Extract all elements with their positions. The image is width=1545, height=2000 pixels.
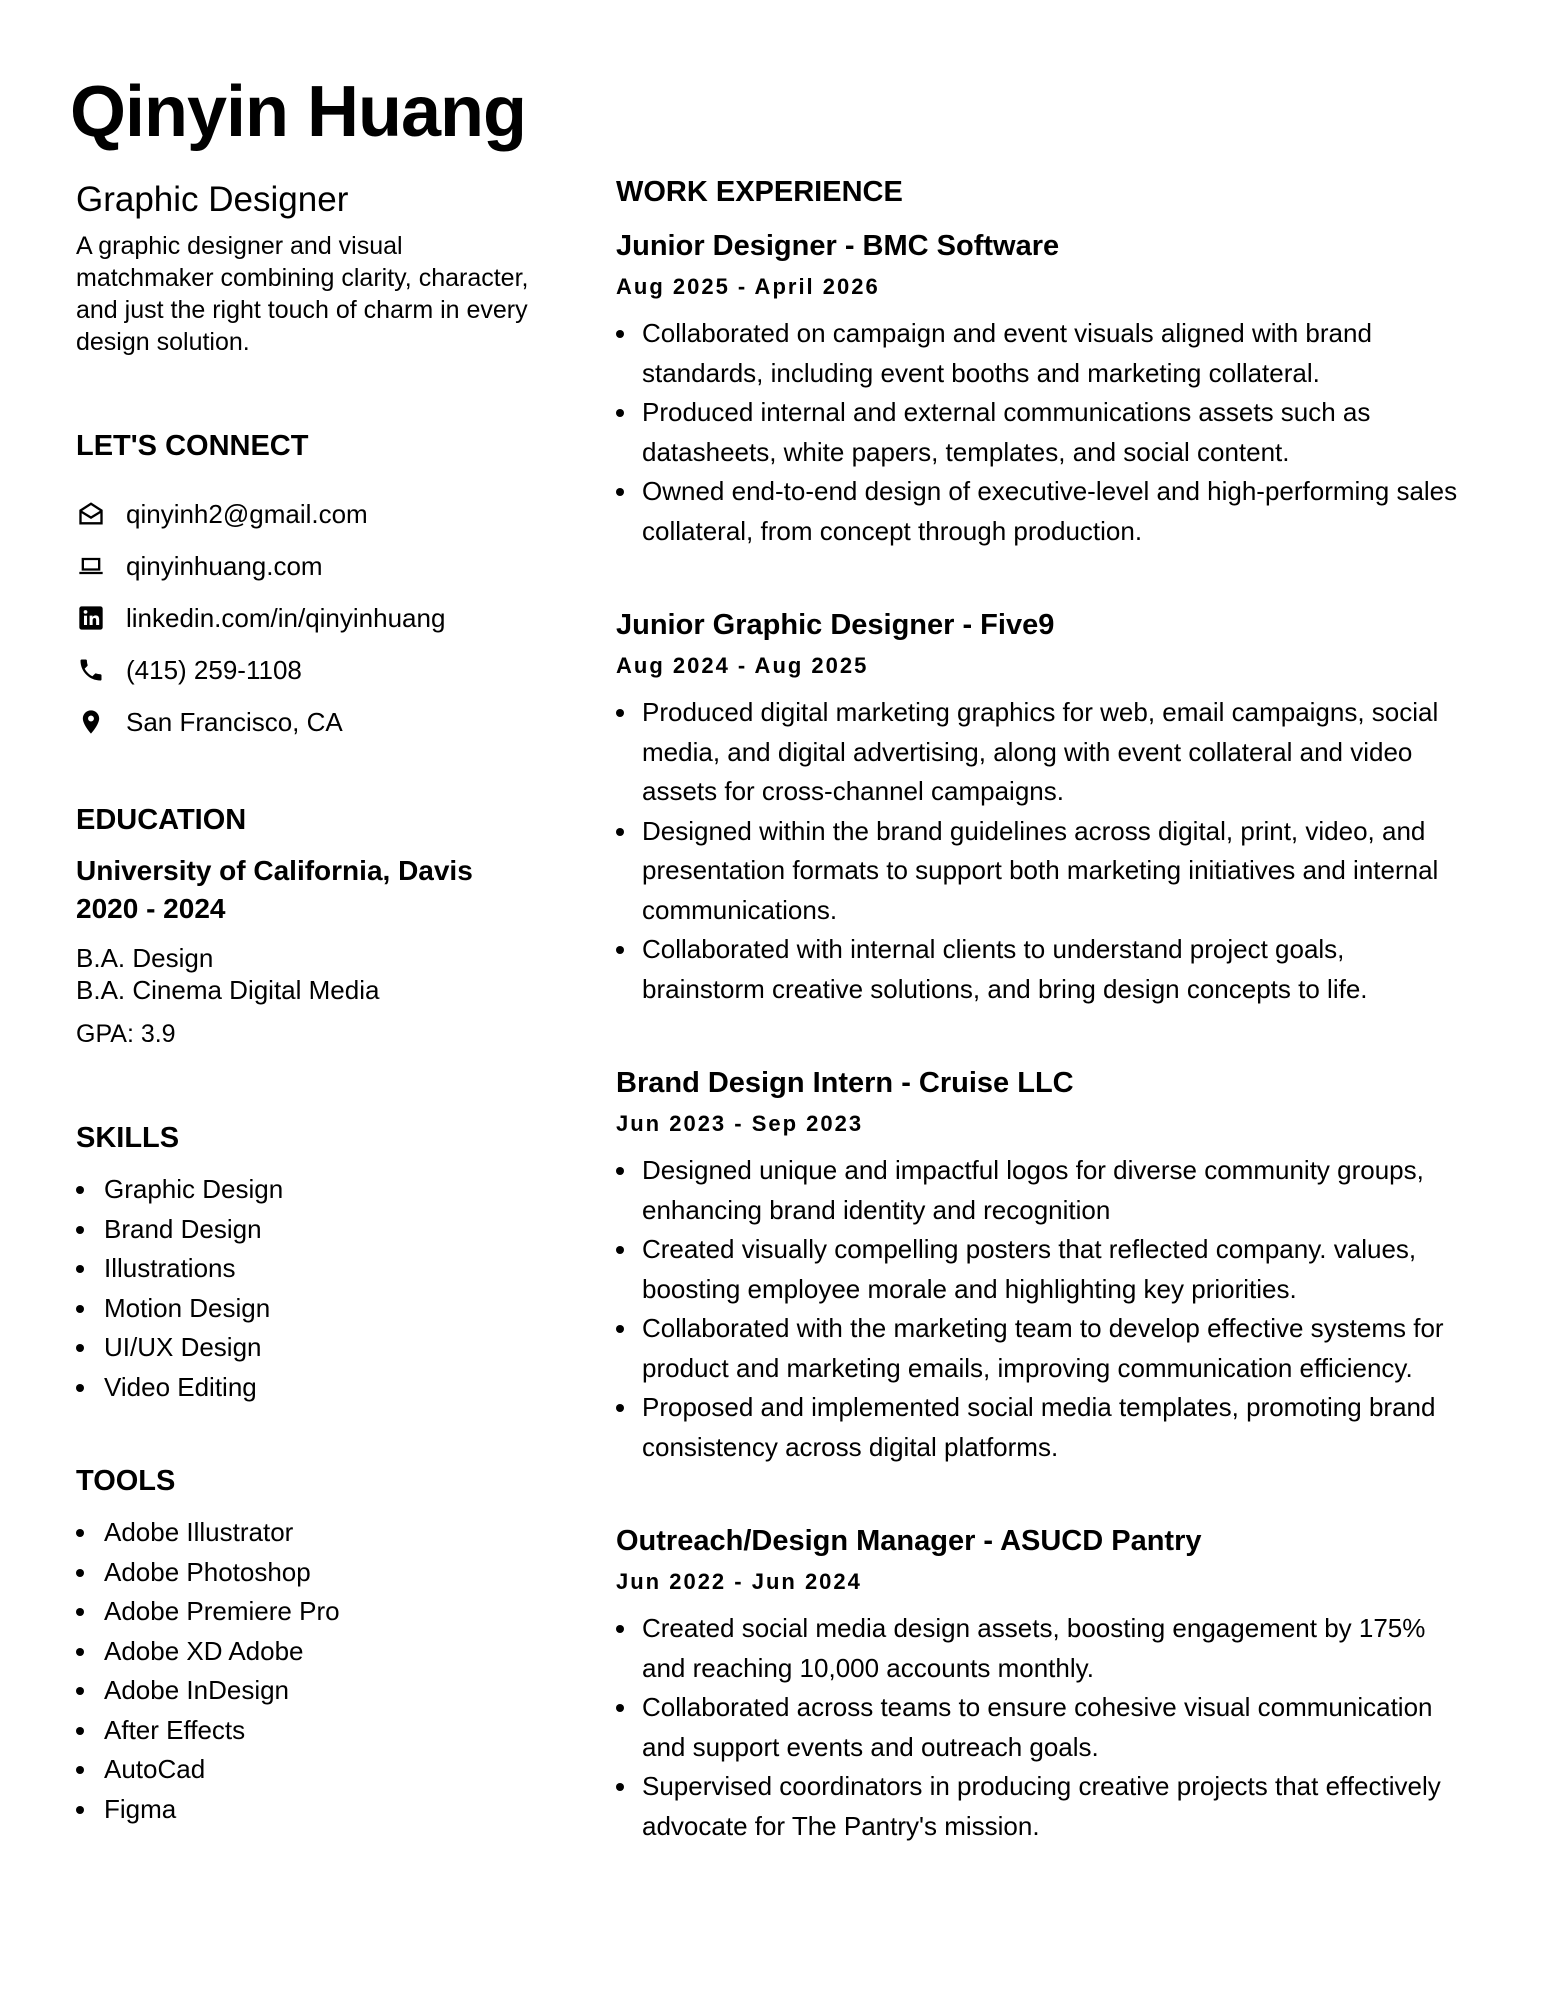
skill-item: Motion Design <box>76 1289 566 1329</box>
job-bullet: Designed within the brand guidelines across digital, print, video, and presentation formats to support both marketing initiatives and internal communications. <box>616 812 1466 931</box>
skills-heading: SKILLS <box>76 1122 180 1154</box>
skills-section <box>76 1120 566 1407</box>
tool-item: After Effects <box>76 1711 566 1751</box>
education-section <box>76 802 566 1050</box>
contact-phone[interactable] <box>76 644 566 696</box>
job-dates: Jun 2022 - Jun 2024 <box>616 1569 862 1594</box>
job-bullet: Collaborated on campaign and event visuals aligned with brand standards, including event booths and marketing collateral. <box>616 314 1466 393</box>
envelope-open-icon <box>76 499 106 529</box>
job-bullet: Created social media design assets, boosting engagement by 175% and reaching 10,000 accounts monthly. <box>616 1609 1466 1688</box>
linkedin-icon <box>76 603 106 633</box>
work-heading: WORK EXPERIENCE <box>616 176 903 208</box>
job-dates: Jun 2023 - Sep 2023 <box>616 1111 864 1136</box>
degree-item: B.A. Cinema Digital Media <box>76 975 380 1005</box>
connect-section <box>76 428 566 748</box>
role-title: Graphic Designer <box>76 180 349 219</box>
job-dates: Aug 2024 - Aug 2025 <box>616 653 869 678</box>
job-bullet: Collaborated with the marketing team to develop effective systems for product and marketing emails, improving communication efficiency. <box>616 1309 1466 1388</box>
job-bullet: Collaborated with internal clients to understand project goals, brainstorm creative solutions, and bring design concepts to life. <box>616 930 1466 1009</box>
job-title: Outreach/Design Manager - ASUCD Pantry <box>616 1525 1202 1557</box>
job-title: Junior Designer - BMC Software <box>616 230 1060 262</box>
job-bullets <box>616 1609 1466 1846</box>
contact-linkedin[interactable] <box>76 592 566 644</box>
job-bullets <box>616 693 1466 1009</box>
school-years: 2020 - 2024 <box>76 893 226 924</box>
tool-item: AutoCad <box>76 1750 566 1790</box>
job-entry <box>616 1521 1466 1846</box>
connect-heading: LET'S CONNECT <box>76 430 309 462</box>
contact-list <box>76 488 566 748</box>
contact-location <box>76 696 566 748</box>
job-title: Brand Design Intern - Cruise LLC <box>616 1067 1074 1099</box>
job-dates: Aug 2025 - April 2026 <box>616 274 880 299</box>
job-entry <box>616 1063 1466 1467</box>
contact-phone-text: (415) 259-1108 <box>126 654 302 685</box>
gpa: GPA: 3.9 <box>76 1020 176 1048</box>
tool-item: Adobe Premiere Pro <box>76 1592 566 1632</box>
job-bullet: Collaborated across teams to ensure cohesive visual communication and support events and outreach goals. <box>616 1688 1466 1767</box>
right-column <box>616 174 1466 1846</box>
skill-item: Brand Design <box>76 1210 566 1250</box>
tools-heading: TOOLS <box>76 1465 176 1497</box>
laptop-icon <box>76 551 106 581</box>
candidate-name: Qinyin Huang <box>70 72 526 152</box>
job-entry <box>616 226 1466 551</box>
contact-linkedin-text: linkedin.com/in/qinyinhuang <box>126 602 446 633</box>
degrees <box>76 942 566 1006</box>
location-pin-icon <box>76 707 106 737</box>
skills-list <box>76 1170 566 1407</box>
tool-item: Adobe XD Adobe <box>76 1632 566 1672</box>
contact-email-text: qinyinh2@gmail.com <box>126 498 368 529</box>
school-name: University of California, Davis <box>76 855 473 886</box>
job-bullets <box>616 314 1466 551</box>
job-title: Junior Graphic Designer - Five9 <box>616 609 1055 641</box>
job-bullets <box>616 1151 1466 1467</box>
job-bullet: Proposed and implemented social media templates, promoting brand consistency across digital platforms. <box>616 1388 1466 1467</box>
left-column <box>76 178 566 1829</box>
phone-icon <box>76 655 106 685</box>
tool-item: Adobe InDesign <box>76 1671 566 1711</box>
skill-item: UI/UX Design <box>76 1328 566 1368</box>
tools-list <box>76 1513 566 1829</box>
contact-location-text: San Francisco, CA <box>126 706 343 737</box>
tools-section <box>76 1463 566 1829</box>
job-entry <box>616 605 1466 1009</box>
skill-item: Graphic Design <box>76 1170 566 1210</box>
contact-email[interactable] <box>76 488 566 540</box>
school-block <box>76 852 546 928</box>
skill-item: Illustrations <box>76 1249 566 1289</box>
profile-summary: A graphic designer and visual matchmaker combining clarity, character, and just the right touch of charm in every design solution. <box>76 232 529 356</box>
education-heading: EDUCATION <box>76 804 247 836</box>
skill-item: Video Editing <box>76 1368 566 1408</box>
job-bullet: Supervised coordinators in producing creative projects that effectively advocate for The Pantry's mission. <box>616 1767 1466 1846</box>
tool-item: Adobe Photoshop <box>76 1553 566 1593</box>
tool-item: Figma <box>76 1790 566 1830</box>
job-bullet: Owned end-to-end design of executive-level and high-performing sales collateral, from concept through production. <box>616 472 1466 551</box>
degree-item: B.A. Design <box>76 943 214 973</box>
contact-website-text: qinyinhuang.com <box>126 550 323 581</box>
tool-item: Adobe Illustrator <box>76 1513 566 1553</box>
job-bullet: Produced internal and external communications assets such as datasheets, white papers, templates, and social content. <box>616 393 1466 472</box>
contact-website[interactable] <box>76 540 566 592</box>
job-bullet: Created visually compelling posters that reflected company. values, boosting employee morale and highlighting key priorities. <box>616 1230 1466 1309</box>
job-bullet: Produced digital marketing graphics for web, email campaigns, social media, and digital advertising, along with event collateral and video assets for cross-channel campaigns. <box>616 693 1466 812</box>
job-bullet: Designed unique and impactful logos for diverse community groups, enhancing brand identity and recognition <box>616 1151 1466 1230</box>
